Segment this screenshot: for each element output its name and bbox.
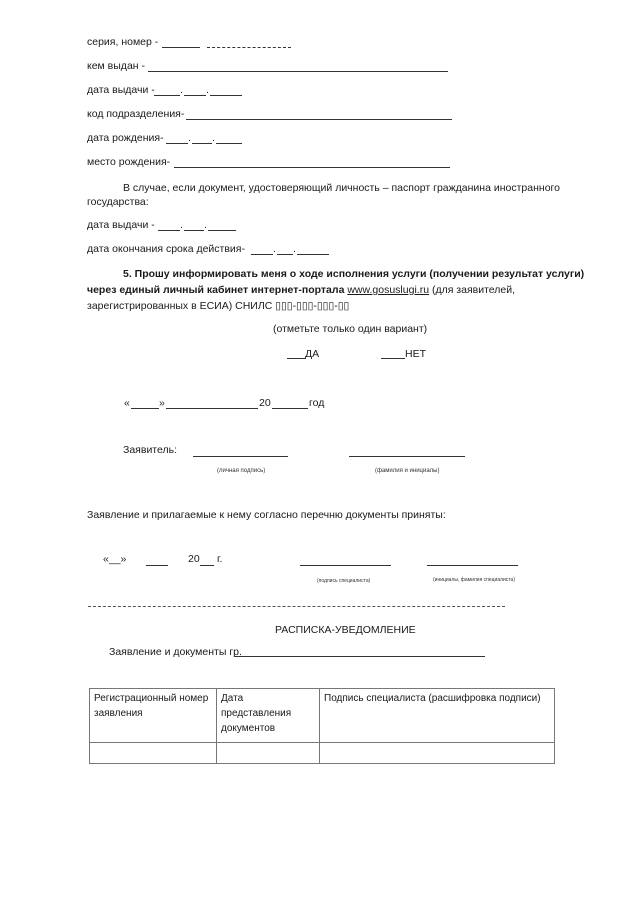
issued-by-field[interactable] bbox=[148, 71, 448, 72]
birth-date-day[interactable] bbox=[166, 143, 188, 144]
issue-date-label: дата выдачи - bbox=[87, 84, 155, 96]
header-specialist-signature: Подпись специалиста (расшифровка подписи) bbox=[320, 689, 555, 743]
specialist-name-caption: (инициалы, фамилия специалиста) bbox=[433, 577, 515, 583]
receipt-title: РАСПИСКА-УВЕДОМЛЕНИЕ bbox=[275, 624, 416, 636]
acceptance-year-suffix: г. bbox=[217, 553, 223, 565]
receipt-citizen-field[interactable] bbox=[234, 656, 485, 657]
specialist-name-field[interactable] bbox=[427, 565, 518, 566]
no-checkbox-line[interactable] bbox=[381, 358, 405, 359]
birth-date-sep1: . bbox=[188, 132, 191, 144]
issue-date-sep2: . bbox=[206, 84, 209, 96]
header-submission-date: Дата представления документов bbox=[217, 689, 320, 743]
applicant-signature-field[interactable] bbox=[193, 456, 288, 457]
expiry-day[interactable] bbox=[251, 254, 273, 255]
series-label: серия, номер - bbox=[87, 36, 159, 48]
foreign-issue-sep1: . bbox=[180, 219, 183, 231]
receipt-table-header bbox=[90, 689, 555, 743]
issue-date-sep1: . bbox=[180, 84, 183, 96]
date-month-field[interactable] bbox=[166, 408, 258, 409]
date-day-field[interactable] bbox=[131, 408, 159, 409]
birth-date-label: дата рождения- bbox=[87, 132, 164, 144]
applicant-signature-caption: (личная подпись) bbox=[217, 468, 266, 474]
choose-one-note: (отметьте только один вариант) bbox=[273, 323, 428, 335]
expiry-label: дата окончания срока действия- bbox=[87, 243, 245, 255]
expiry-sep1: . bbox=[273, 243, 276, 255]
birth-date-sep2: . bbox=[212, 132, 215, 144]
specialist-signature-caption: (подпись специалиста) bbox=[317, 578, 371, 584]
cut-line bbox=[88, 606, 505, 607]
division-code-label: код подразделения- bbox=[87, 108, 185, 120]
applicant-label: Заявитель: bbox=[123, 444, 178, 456]
birth-place-field[interactable] bbox=[174, 167, 450, 168]
acceptance-month-field[interactable] bbox=[146, 565, 168, 566]
number-field[interactable] bbox=[207, 47, 291, 48]
foreign-issue-sep2: . bbox=[204, 219, 207, 231]
portal-link[interactable]: www.gosuslugi.ru bbox=[347, 284, 430, 296]
acceptance-text: Заявление и прилагаемые к нему согласно перечню документы приняты: bbox=[87, 509, 446, 521]
acceptance-year-field[interactable] bbox=[200, 565, 214, 566]
applicant-name-caption: (фамилия и инициалы) bbox=[375, 468, 440, 474]
date-year-suffix: год bbox=[309, 397, 325, 409]
no-option[interactable]: НЕТ bbox=[405, 348, 426, 360]
cell-reg-number[interactable] bbox=[90, 743, 217, 764]
division-code-field[interactable] bbox=[186, 119, 452, 120]
receipt-docs-label: Заявление и документы гр. bbox=[109, 646, 242, 658]
specialist-signature-field[interactable] bbox=[300, 565, 391, 566]
date-open-quote: « bbox=[124, 397, 130, 409]
issue-date-month[interactable] bbox=[184, 95, 206, 96]
applicant-name-field[interactable] bbox=[349, 456, 465, 457]
foreign-issue-date-label: дата выдачи - bbox=[87, 219, 155, 231]
table-row bbox=[90, 743, 555, 764]
acceptance-quote[interactable]: «__» bbox=[103, 553, 127, 565]
date-year-field[interactable] bbox=[272, 408, 308, 409]
issued-by-label: кем выдан - bbox=[87, 60, 145, 72]
issue-date-day[interactable] bbox=[154, 95, 180, 96]
birth-place-label: место рождения- bbox=[87, 156, 171, 168]
yes-checkbox-line[interactable] bbox=[287, 358, 305, 359]
cell-submission-date[interactable] bbox=[217, 743, 320, 764]
expiry-sep2: . bbox=[293, 243, 296, 255]
section5-line1: 5. Прошу информировать меня о ходе исполнения услуги (получении результат услуги) bbox=[123, 268, 585, 280]
date-close-quote: » bbox=[159, 397, 165, 409]
yes-option[interactable]: ДА bbox=[305, 348, 320, 360]
section5-line3: зарегистрированных в ЕСИА) СНИЛС ▯▯▯-▯▯▯-▯▯▯-▯▯ bbox=[87, 300, 350, 312]
expiry-year[interactable] bbox=[297, 254, 329, 255]
issue-date-year[interactable] bbox=[210, 95, 242, 96]
foreign-issue-day[interactable] bbox=[158, 230, 180, 231]
foreign-note-line1: В случае, если документ, удостоверяющий личность – паспорт гражданина иностранного bbox=[123, 182, 560, 194]
foreign-issue-year[interactable] bbox=[208, 230, 236, 231]
series-field[interactable] bbox=[162, 47, 200, 48]
acceptance-year-prefix: 20 bbox=[188, 553, 200, 565]
foreign-issue-month[interactable] bbox=[184, 230, 204, 231]
section5-line2-bold: через единый личный кабинет интернет-портала bbox=[87, 284, 345, 296]
section5-line2-rest: (для заявителей, bbox=[431, 284, 516, 296]
header-reg-number: Регистрационный номер заявления bbox=[90, 689, 217, 743]
receipt-table bbox=[89, 688, 555, 764]
date-year-prefix: 20 bbox=[259, 397, 271, 409]
foreign-note-line2: государства: bbox=[87, 196, 149, 208]
cell-specialist-signature[interactable] bbox=[320, 743, 555, 764]
birth-date-year[interactable] bbox=[216, 143, 242, 144]
birth-date-month[interactable] bbox=[192, 143, 212, 144]
section5-line2 bbox=[87, 284, 515, 296]
expiry-month[interactable] bbox=[277, 254, 293, 255]
